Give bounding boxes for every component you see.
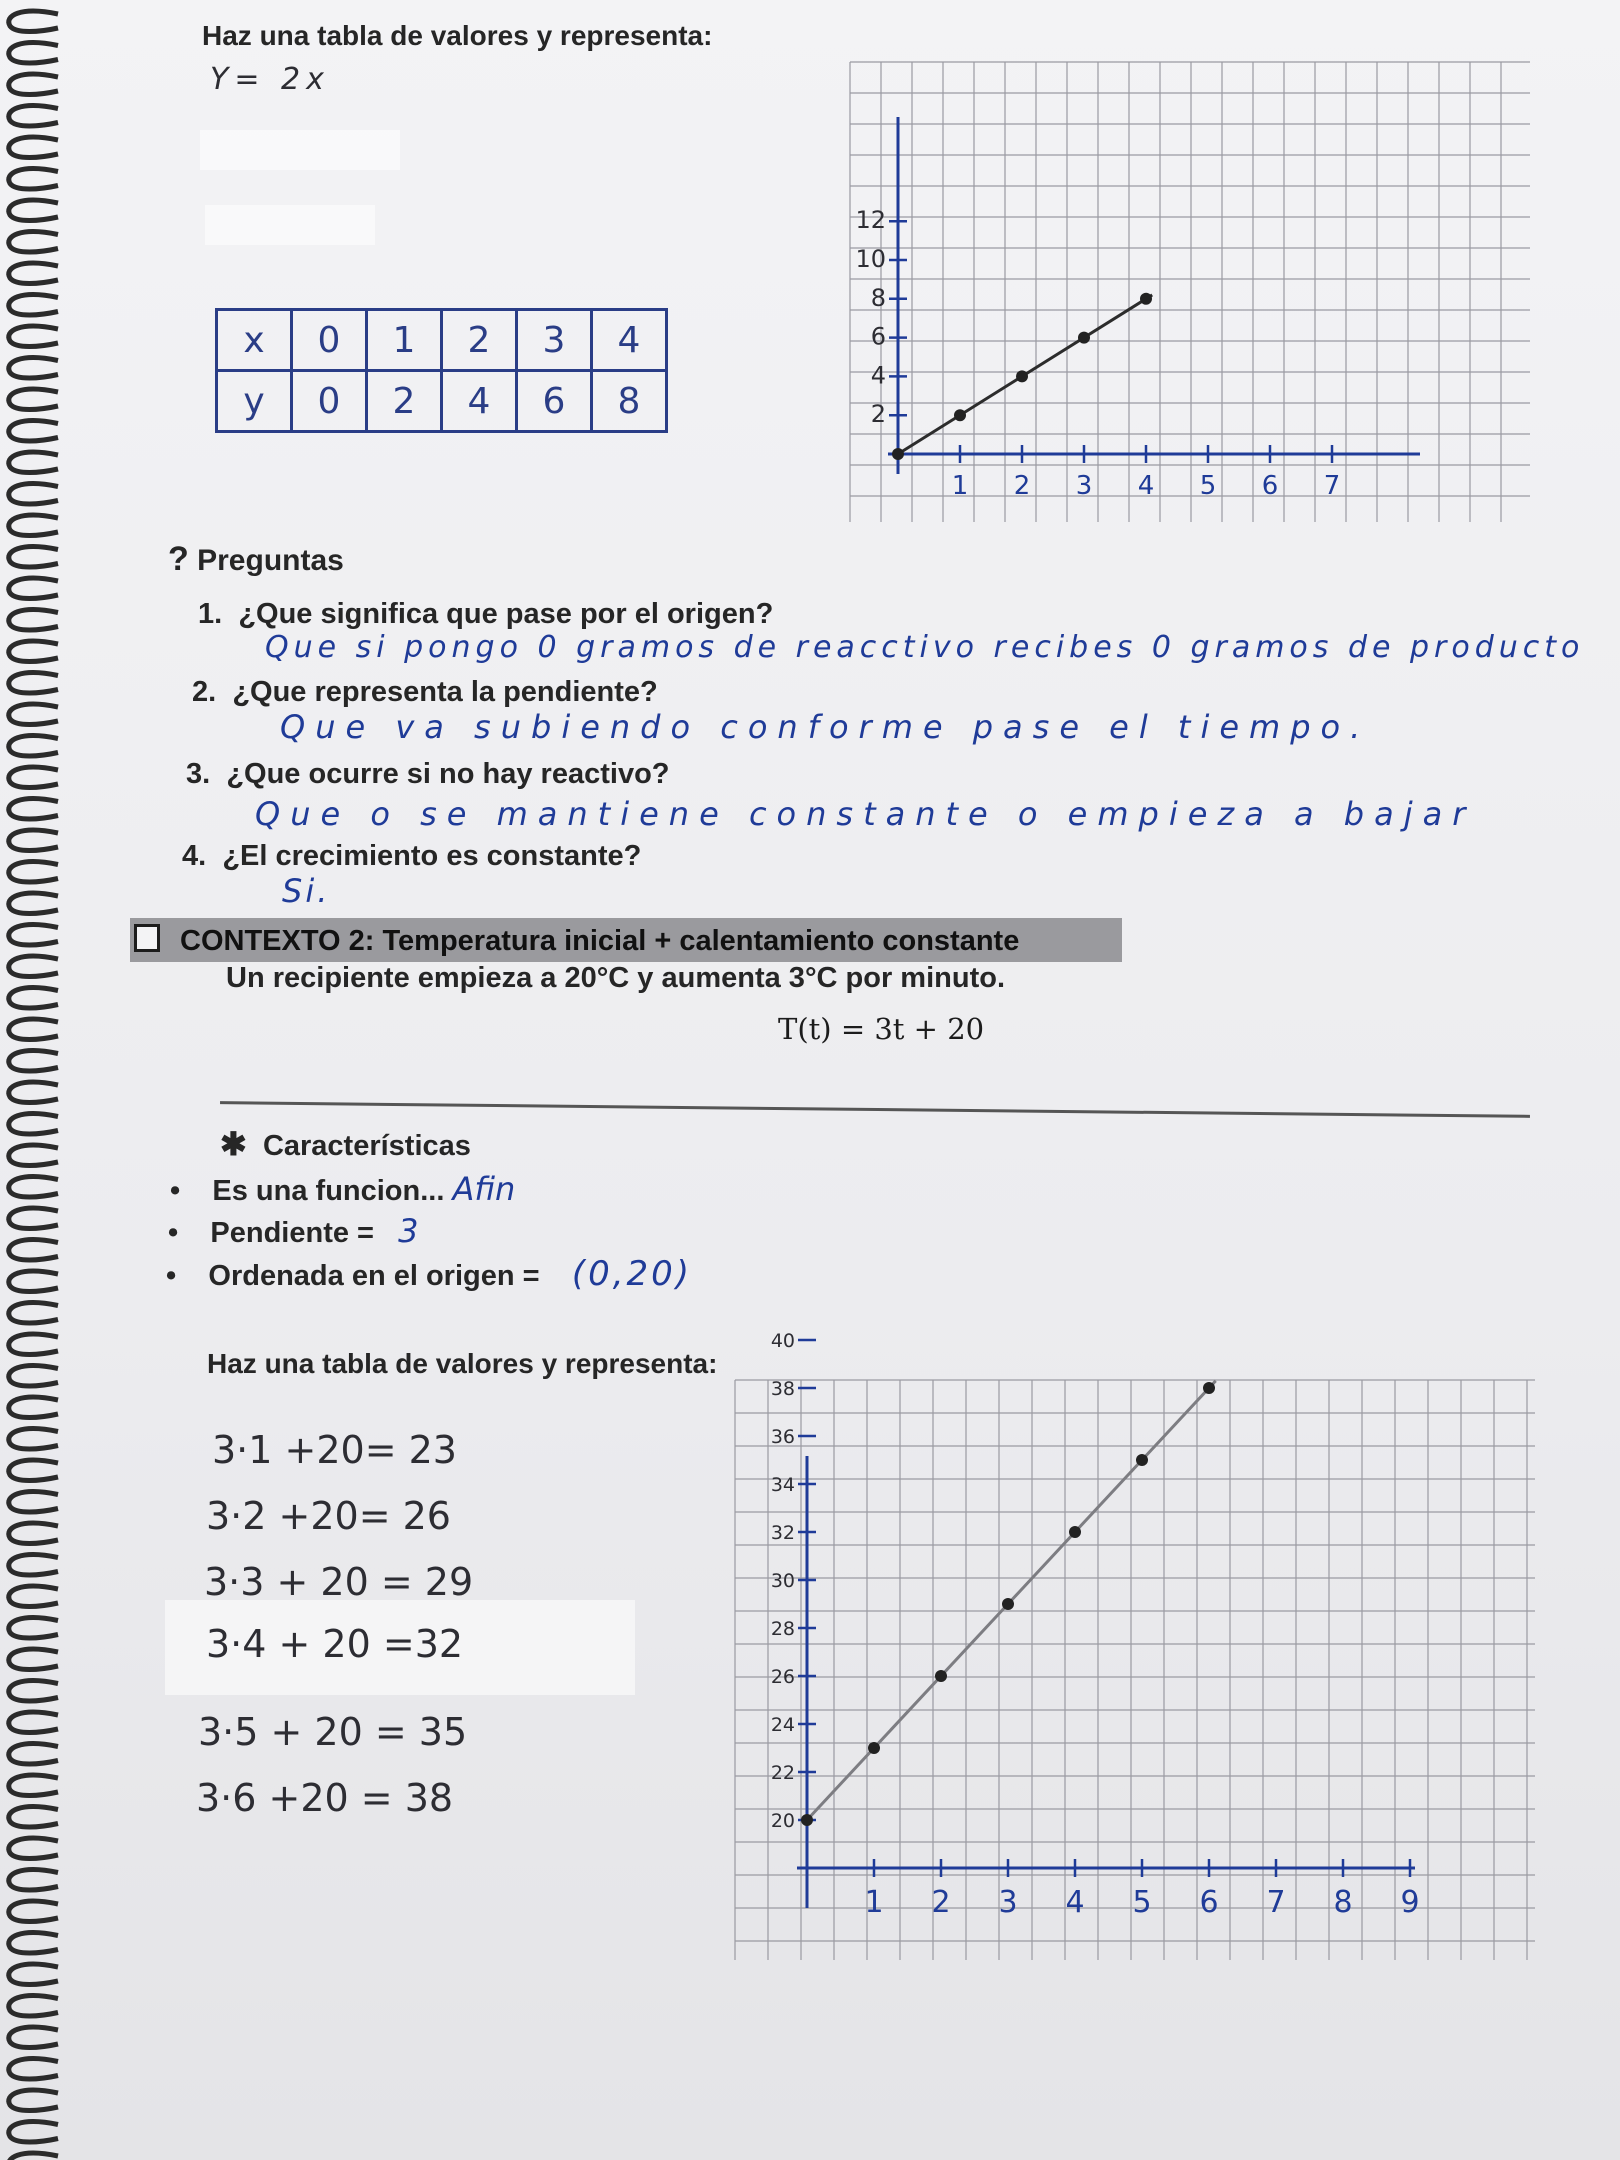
spiral-ring xyxy=(9,1082,58,1102)
y-tick-label: 30 xyxy=(770,1570,795,1592)
spiral-ring xyxy=(9,1397,58,1417)
spiral-ring xyxy=(9,1618,58,1638)
spiral-ring xyxy=(9,1366,58,1386)
spiral-ring xyxy=(9,421,58,441)
data-point xyxy=(1136,1454,1148,1466)
spiral-ring xyxy=(9,799,58,819)
x-tick-label: 9 xyxy=(1400,1885,1420,1920)
spiral-ring xyxy=(9,1177,58,1197)
pin-icon: ✱ xyxy=(220,1126,247,1162)
question-number: 2. xyxy=(192,676,217,708)
spiral-ring xyxy=(9,263,58,283)
flask-icon xyxy=(134,924,160,952)
spiral-ring xyxy=(9,452,58,472)
data-point xyxy=(1016,370,1028,382)
question-4 xyxy=(182,840,641,873)
y-tick-label: 28 xyxy=(770,1618,795,1640)
spiral-ring xyxy=(9,610,58,630)
context2-title: CONTEXTO 2: Temperatura inicial + calentamiento constante xyxy=(180,925,1020,957)
characteristics-heading-text: Características xyxy=(262,1130,471,1162)
spiral-ring xyxy=(9,232,58,252)
questions-heading-text: Preguntas xyxy=(197,544,344,577)
spiral-ring xyxy=(9,106,58,126)
bullet-icon: • xyxy=(166,1260,177,1292)
calc-line: 3·5 + 20 = 35 xyxy=(198,1710,468,1754)
spiral-ring xyxy=(9,1933,58,1953)
x-tick-label: 5 xyxy=(1199,471,1217,501)
spiral-ring xyxy=(9,1051,58,1071)
y-tick-label: 8 xyxy=(870,283,886,312)
spiral-ring xyxy=(9,2027,58,2047)
context2-formula: T(t) = 3t + 20 xyxy=(778,1012,985,1046)
question-number: 4. xyxy=(182,840,207,872)
function-label: Y= 2x xyxy=(210,62,330,97)
x-tick-label: 4 xyxy=(1137,471,1155,501)
spiral-ring xyxy=(9,1964,58,1984)
characteristic-item xyxy=(166,1254,692,1294)
divider-line xyxy=(220,1101,1530,1118)
x-tick-label: 2 xyxy=(1013,471,1031,501)
calc-line: 3·2 +20= 26 xyxy=(206,1494,451,1538)
spiral-ring xyxy=(9,767,58,787)
tape-strip xyxy=(200,130,400,170)
characteristic-item xyxy=(170,1170,515,1208)
table-cell: 0 xyxy=(292,371,367,432)
spiral-ring xyxy=(9,1271,58,1291)
characteristics-heading xyxy=(220,1125,471,1163)
y-tick-label: 40 xyxy=(770,1330,795,1352)
spiral-ring xyxy=(9,925,58,945)
y-tick-label: 22 xyxy=(770,1762,795,1784)
data-point xyxy=(1002,1598,1014,1610)
spiral-ring xyxy=(9,1303,58,1323)
spiral-ring xyxy=(9,1838,58,1858)
table-cell: 2 xyxy=(367,371,442,432)
context2-description: Un recipiente empieza a 20°C y aumenta 3°C por minuto. xyxy=(226,962,1006,994)
question-text: ¿Que ocurre si no hay reactivo? xyxy=(226,758,670,790)
tape-strip xyxy=(205,205,375,245)
answer-1: Que si pongo 0 gramos de reacctivo recibes 0 gramos de producto xyxy=(265,630,1585,665)
data-point xyxy=(801,1814,813,1826)
chart-temperature xyxy=(735,1330,1535,1960)
table-cell: 4 xyxy=(442,371,517,432)
spiral-ring xyxy=(9,1555,58,1575)
spiral-ring xyxy=(9,673,58,693)
characteristic-answer: (0,20) xyxy=(571,1254,693,1294)
answer-4: Si. xyxy=(282,872,331,910)
data-point xyxy=(892,448,904,460)
spiral-ring xyxy=(9,578,58,598)
chart-linear-2x xyxy=(850,62,1530,522)
answer-3: Que o se mantiene constante o empieza a bajar xyxy=(255,795,1476,833)
data-point xyxy=(868,1742,880,1754)
data-point xyxy=(1078,332,1090,344)
question-text: ¿Que significa que pase por el origen? xyxy=(238,598,774,630)
spiral-ring xyxy=(9,1649,58,1669)
table-row-x xyxy=(217,310,667,371)
x-tick-label: 2 xyxy=(931,1885,951,1920)
question-1 xyxy=(198,598,773,631)
spiral-ring xyxy=(9,1775,58,1795)
y-tick-label: 36 xyxy=(770,1426,795,1448)
table-cell: 1 xyxy=(367,310,442,371)
spiral-ring xyxy=(9,1019,58,1039)
spiral-ring xyxy=(9,1460,58,1480)
characteristic-label: Pendiente = xyxy=(210,1217,374,1249)
y-tick-label: 32 xyxy=(770,1522,795,1544)
table-header-x: x xyxy=(217,310,292,371)
spiral-ring xyxy=(9,1240,58,1260)
table-cell: 6 xyxy=(517,371,592,432)
spiral-ring xyxy=(9,1334,58,1354)
x-tick-label: 7 xyxy=(1266,1885,1286,1920)
section2-heading: Haz una tabla de valores y representa: xyxy=(207,1348,718,1379)
spiral-ring xyxy=(9,1208,58,1228)
calc-line: 3·4 + 20 =32 xyxy=(206,1622,464,1666)
answer-2: Que va subiendo conforme pase el tiempo. xyxy=(280,708,1371,746)
data-point xyxy=(935,1670,947,1682)
question-3 xyxy=(186,758,670,791)
x-tick-label: 8 xyxy=(1333,1885,1353,1920)
context2-banner xyxy=(130,918,1122,962)
spiral-ring xyxy=(9,830,58,850)
spiral-ring xyxy=(9,1807,58,1827)
data-point xyxy=(1203,1382,1215,1394)
characteristic-item xyxy=(168,1212,419,1250)
spiral-ring xyxy=(9,1744,58,1764)
x-tick-label: 5 xyxy=(1132,1885,1152,1920)
values-table xyxy=(215,308,668,433)
x-tick-label: 4 xyxy=(1065,1885,1085,1920)
spiral-ring xyxy=(9,1681,58,1701)
spiral-ring xyxy=(9,1145,58,1165)
y-tick-label: 4 xyxy=(870,361,886,390)
table-header-y: y xyxy=(217,371,292,432)
question-text: ¿El crecimiento es constante? xyxy=(222,840,642,872)
spiral-ring xyxy=(9,956,58,976)
y-tick-label: 26 xyxy=(770,1666,795,1688)
spiral-ring xyxy=(9,1712,58,1732)
spiral-ring xyxy=(9,1996,58,2016)
spiral-ring xyxy=(9,1429,58,1449)
spiral-ring xyxy=(9,547,58,567)
question-text: ¿Que representa la pendiente? xyxy=(232,676,658,708)
spiral-ring xyxy=(9,358,58,378)
data-point xyxy=(954,409,966,421)
characteristic-label: Es una funcion... xyxy=(212,1175,445,1207)
characteristic-answer: Afin xyxy=(452,1170,516,1208)
spiral-ring xyxy=(9,988,58,1008)
y-tick-label: 2 xyxy=(870,400,886,429)
questions-heading xyxy=(168,540,344,579)
data-point xyxy=(1140,293,1152,305)
spiral-ring xyxy=(9,515,58,535)
characteristic-label: Ordenada en el origen = xyxy=(208,1260,540,1292)
y-tick-label: 24 xyxy=(770,1714,795,1736)
x-tick-label: 3 xyxy=(998,1885,1018,1920)
spiral-ring xyxy=(9,389,58,409)
y-tick-label: 6 xyxy=(870,322,886,351)
spiral-ring xyxy=(9,1870,58,1890)
bullet-icon: • xyxy=(170,1175,181,1207)
x-tick-label: 3 xyxy=(1075,471,1093,501)
table-row-y xyxy=(217,371,667,432)
table-cell: 4 xyxy=(592,310,667,371)
spiral-ring xyxy=(9,1586,58,1606)
x-tick-label: 6 xyxy=(1261,471,1279,501)
spiral-ring xyxy=(9,43,58,63)
calc-line: 3·6 +20 = 38 xyxy=(196,1776,454,1820)
y-tick-label: 10 xyxy=(855,245,886,273)
question-number: 1. xyxy=(198,598,223,630)
spiral-ring xyxy=(9,137,58,157)
spiral-ring xyxy=(9,326,58,346)
spiral-ring xyxy=(9,2059,58,2079)
calc-line: 3·3 + 20 = 29 xyxy=(204,1560,474,1604)
spiral-ring xyxy=(9,641,58,661)
bullet-icon: • xyxy=(168,1217,179,1249)
spiral-ring xyxy=(9,893,58,913)
spiral-ring xyxy=(9,2090,58,2110)
y-tick-label: 34 xyxy=(770,1474,795,1496)
spiral-ring xyxy=(9,704,58,724)
spiral-ring xyxy=(9,11,58,31)
spiral-ring xyxy=(9,736,58,756)
spiral-binding xyxy=(0,0,62,2160)
spiral-ring xyxy=(9,1523,58,1543)
question-mark-icon: ? xyxy=(168,540,189,578)
data-point xyxy=(1069,1526,1081,1538)
spiral-ring xyxy=(9,1901,58,1921)
spiral-ring xyxy=(9,484,58,504)
x-tick-label: 1 xyxy=(951,471,969,501)
table-cell: 8 xyxy=(592,371,667,432)
question-number: 3. xyxy=(186,758,211,790)
table-cell: 3 xyxy=(517,310,592,371)
x-tick-label: 7 xyxy=(1323,471,1341,501)
question-2 xyxy=(192,676,658,709)
spiral-ring xyxy=(9,200,58,220)
x-tick-label: 6 xyxy=(1199,1885,1219,1920)
spiral-ring xyxy=(9,295,58,315)
spiral-ring xyxy=(9,2122,58,2142)
spiral-ring xyxy=(9,862,58,882)
y-tick-label: 12 xyxy=(855,206,886,235)
spiral-ring xyxy=(9,74,58,94)
y-tick-label: 38 xyxy=(770,1378,795,1400)
spiral-ring xyxy=(9,1492,58,1512)
spiral-ring xyxy=(9,2153,58,2160)
table-cell: 2 xyxy=(442,310,517,371)
spiral-ring xyxy=(9,169,58,189)
table-cell: 0 xyxy=(292,310,367,371)
x-tick-label: 1 xyxy=(864,1885,884,1920)
spiral-ring xyxy=(9,1114,58,1134)
section1-heading: Haz una tabla de valores y representa: xyxy=(202,20,713,51)
calc-line: 3·1 +20= 23 xyxy=(212,1428,457,1472)
y-tick-label: 20 xyxy=(770,1810,795,1832)
characteristic-answer: 3 xyxy=(398,1212,419,1250)
